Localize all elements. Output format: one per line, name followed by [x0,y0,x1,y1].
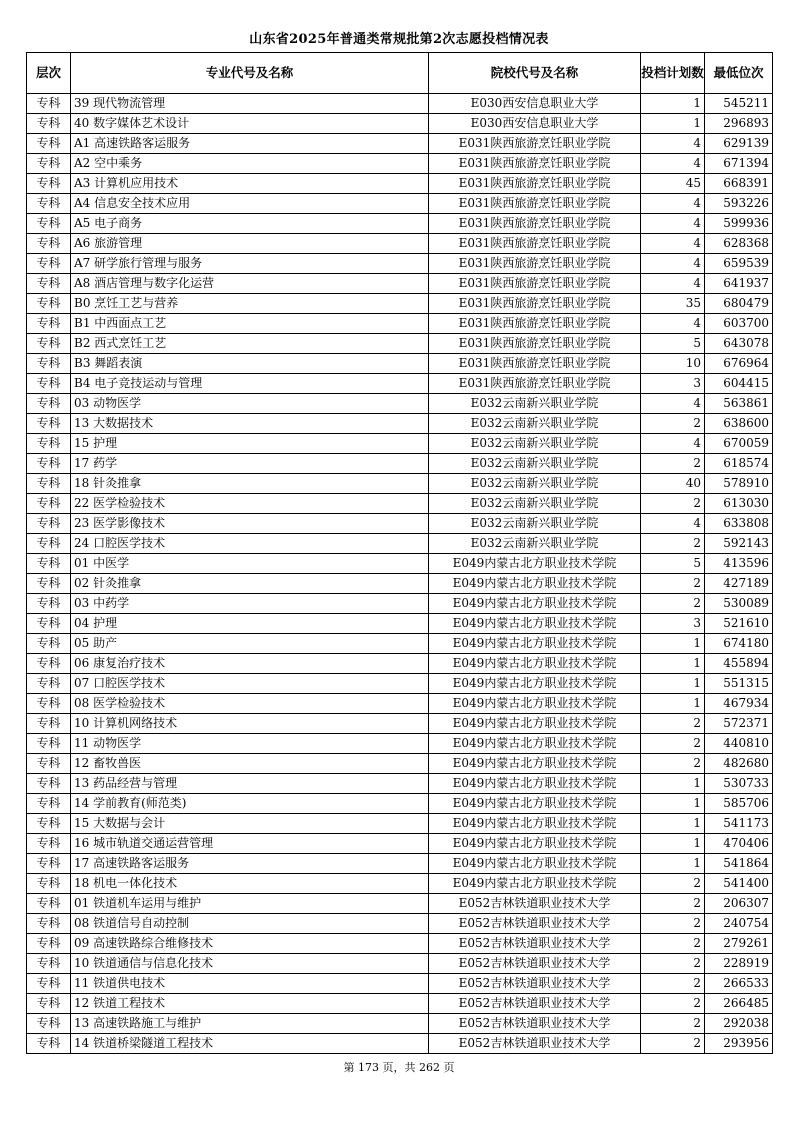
level-cell: 专科 [27,434,71,454]
table-row [27,394,773,414]
table-row [27,994,773,1014]
table-row [27,314,773,334]
rank-cell: 266485 [705,994,773,1014]
table-row [27,174,773,194]
school-cell: E031陕西旅游烹饪职业学院 [429,294,641,314]
page-title: 山东省2025年普通类常规批第2次志愿投档情况表 [249,32,549,47]
major-cell: 18 机电一体化技术 [71,874,429,894]
school-cell: E030西安信息职业大学 [429,94,641,114]
major-cell: A8 酒店管理与数字化运营 [71,274,429,294]
level-cell: 专科 [27,1034,71,1054]
level-cell: 专科 [27,474,71,494]
school-cell: E049内蒙古北方职业技术学院 [429,554,641,574]
school-cell: E049内蒙古北方职业技术学院 [429,834,641,854]
rank-cell: 638600 [705,414,773,434]
rank-cell: 279261 [705,934,773,954]
plan-cell: 1 [641,794,705,814]
school-cell: E052吉林铁道职业技术大学 [429,934,641,954]
table-row [27,774,773,794]
rank-cell: 266533 [705,974,773,994]
table-row [27,934,773,954]
major-cell: A3 计算机应用技术 [71,174,429,194]
plan-cell: 2 [641,594,705,614]
major-cell: 08 铁道信号自动控制 [71,914,429,934]
rank-cell: 633808 [705,514,773,534]
plan-cell: 2 [641,414,705,434]
school-cell: E049内蒙古北方职业技术学院 [429,694,641,714]
school-cell: E031陕西旅游烹饪职业学院 [429,234,641,254]
level-cell: 专科 [27,714,71,734]
school-cell: E032云南新兴职业学院 [429,474,641,494]
plan-cell: 4 [641,234,705,254]
header-plan: 投档计划数 [641,53,705,94]
major-cell: 06 康复治疗技术 [71,654,429,674]
major-cell: 09 高速铁路综合维修技术 [71,934,429,954]
school-cell: E049内蒙古北方职业技术学院 [429,734,641,754]
school-cell: E049内蒙古北方职业技术学院 [429,774,641,794]
major-cell: B4 电子竞技运动与管理 [71,374,429,394]
table-row [27,794,773,814]
level-cell: 专科 [27,414,71,434]
school-cell: E049内蒙古北方职业技术学院 [429,574,641,594]
table-row [27,594,773,614]
rank-cell: 604415 [705,374,773,394]
table-row [27,874,773,894]
major-cell: 01 中医学 [71,554,429,574]
admission-table [26,52,773,1054]
table-row [27,554,773,574]
level-cell: 专科 [27,774,71,794]
level-cell: 专科 [27,354,71,374]
major-cell: A4 信息安全技术应用 [71,194,429,214]
table-row [27,234,773,254]
major-cell: 15 大数据与会计 [71,814,429,834]
rank-cell: 671394 [705,154,773,174]
level-cell: 专科 [27,694,71,714]
level-cell: 专科 [27,274,71,294]
plan-cell: 2 [641,714,705,734]
level-cell: 专科 [27,914,71,934]
plan-cell: 3 [641,374,705,394]
table-row [27,694,773,714]
major-cell: 18 针灸推拿 [71,474,429,494]
page-footer: 第 173 页，共 262 页 [343,1061,455,1074]
school-cell: E049内蒙古北方职业技术学院 [429,854,641,874]
school-cell: E049内蒙古北方职业技术学院 [429,874,641,894]
level-cell: 专科 [27,794,71,814]
school-cell: E032云南新兴职业学院 [429,514,641,534]
school-cell: E031陕西旅游烹饪职业学院 [429,154,641,174]
major-cell: A6 旅游管理 [71,234,429,254]
level-cell: 专科 [27,154,71,174]
rank-cell: 427189 [705,574,773,594]
level-cell: 专科 [27,534,71,554]
table-row [27,974,773,994]
level-cell: 专科 [27,934,71,954]
school-cell: E031陕西旅游烹饪职业学院 [429,194,641,214]
table-row [27,434,773,454]
table-row [27,614,773,634]
major-cell: 12 铁道工程技术 [71,994,429,1014]
plan-cell: 1 [641,834,705,854]
table-row [27,734,773,754]
school-cell: E031陕西旅游烹饪职业学院 [429,334,641,354]
plan-cell: 2 [641,454,705,474]
level-cell: 专科 [27,994,71,1014]
major-cell: 24 口腔医学技术 [71,534,429,554]
plan-cell: 1 [641,854,705,874]
rank-cell: 206307 [705,894,773,914]
major-cell: 17 高速铁路客运服务 [71,854,429,874]
school-cell: E031陕西旅游烹饪职业学院 [429,314,641,334]
level-cell: 专科 [27,334,71,354]
plan-cell: 2 [641,574,705,594]
school-cell: E031陕西旅游烹饪职业学院 [429,134,641,154]
rank-cell: 482680 [705,754,773,774]
table-row [27,374,773,394]
school-cell: E049内蒙古北方职业技术学院 [429,814,641,834]
level-cell: 专科 [27,214,71,234]
school-cell: E032云南新兴职业学院 [429,414,641,434]
table-row [27,94,773,114]
major-cell: 15 护理 [71,434,429,454]
level-cell: 专科 [27,1014,71,1034]
level-cell: 专科 [27,554,71,574]
major-cell: 03 中药学 [71,594,429,614]
plan-cell: 2 [641,1014,705,1034]
table-row [27,354,773,374]
level-cell: 专科 [27,574,71,594]
rank-cell: 563861 [705,394,773,414]
plan-cell: 2 [641,1034,705,1054]
school-cell: E049内蒙古北方职业技术学院 [429,794,641,814]
rank-cell: 296893 [705,114,773,134]
major-cell: B1 中西面点工艺 [71,314,429,334]
level-cell: 专科 [27,494,71,514]
major-cell: 14 铁道桥梁隧道工程技术 [71,1034,429,1054]
rank-cell: 629139 [705,134,773,154]
major-cell: 13 高速铁路施工与维护 [71,1014,429,1034]
table-row [27,134,773,154]
table-row [27,754,773,774]
rank-cell: 551315 [705,674,773,694]
plan-cell: 5 [641,554,705,574]
plan-cell: 4 [641,314,705,334]
table-row [27,494,773,514]
table-row [27,654,773,674]
school-cell: E032云南新兴职业学院 [429,494,641,514]
rank-cell: 228919 [705,954,773,974]
major-cell: B3 舞蹈表演 [71,354,429,374]
plan-cell: 35 [641,294,705,314]
school-cell: E031陕西旅游烹饪职业学院 [429,174,641,194]
plan-cell: 2 [641,754,705,774]
plan-cell: 4 [641,134,705,154]
table-row [27,514,773,534]
plan-cell: 2 [641,954,705,974]
header-level: 层次 [27,53,71,94]
rank-cell: 599936 [705,214,773,234]
major-cell: 12 畜牧兽医 [71,754,429,774]
rank-cell: 618574 [705,454,773,474]
rank-cell: 530089 [705,594,773,614]
table-row [27,274,773,294]
rank-cell: 668391 [705,174,773,194]
table-row [27,894,773,914]
rank-cell: 413596 [705,554,773,574]
level-cell: 专科 [27,254,71,274]
level-cell: 专科 [27,614,71,634]
table-row [27,534,773,554]
rank-cell: 592143 [705,534,773,554]
school-cell: E032云南新兴职业学院 [429,534,641,554]
plan-cell: 40 [641,474,705,494]
school-cell: E032云南新兴职业学院 [429,454,641,474]
rank-cell: 676964 [705,354,773,374]
school-cell: E049内蒙古北方职业技术学院 [429,634,641,654]
rank-cell: 293956 [705,1034,773,1054]
plan-cell: 4 [641,154,705,174]
plan-cell: 2 [641,974,705,994]
rank-cell: 680479 [705,294,773,314]
table-row [27,254,773,274]
plan-cell: 5 [641,334,705,354]
level-cell: 专科 [27,754,71,774]
plan-cell: 2 [641,534,705,554]
school-cell: E031陕西旅游烹饪职业学院 [429,254,641,274]
school-cell: E031陕西旅游烹饪职业学院 [429,274,641,294]
major-cell: 13 大数据技术 [71,414,429,434]
plan-cell: 4 [641,214,705,234]
school-cell: E052吉林铁道职业技术大学 [429,1034,641,1054]
plan-cell: 1 [641,94,705,114]
major-cell: B0 烹饪工艺与营养 [71,294,429,314]
major-cell: 22 医学检验技术 [71,494,429,514]
plan-cell: 1 [641,114,705,134]
plan-cell: 1 [641,694,705,714]
major-cell: B2 西式烹饪工艺 [71,334,429,354]
table-row [27,154,773,174]
rank-cell: 572371 [705,714,773,734]
major-cell: 11 动物医学 [71,734,429,754]
major-cell: 07 口腔医学技术 [71,674,429,694]
major-cell: 01 铁道机车运用与维护 [71,894,429,914]
school-cell: E031陕西旅游烹饪职业学院 [429,354,641,374]
table-row [27,214,773,234]
table-body [27,94,773,1054]
rank-cell: 541864 [705,854,773,874]
plan-cell: 3 [641,614,705,634]
school-cell: E049内蒙古北方职业技术学院 [429,714,641,734]
major-cell: 16 城市轨道交通运营管理 [71,834,429,854]
major-cell: 05 助产 [71,634,429,654]
table-row [27,954,773,974]
plan-cell: 4 [641,514,705,534]
rank-cell: 578910 [705,474,773,494]
school-cell: E049内蒙古北方职业技术学院 [429,674,641,694]
rank-cell: 545211 [705,94,773,114]
school-cell: E052吉林铁道职业技术大学 [429,1014,641,1034]
level-cell: 专科 [27,454,71,474]
table-row [27,674,773,694]
major-cell: 03 动物医学 [71,394,429,414]
rank-cell: 521610 [705,614,773,634]
school-cell: E032云南新兴职业学院 [429,394,641,414]
major-cell: 23 医学影像技术 [71,514,429,534]
plan-cell: 2 [641,734,705,754]
table-row [27,334,773,354]
table-row [27,574,773,594]
table-row [27,834,773,854]
level-cell: 专科 [27,734,71,754]
table-row [27,1034,773,1054]
rank-cell: 455894 [705,654,773,674]
rank-cell: 641937 [705,274,773,294]
major-cell: 13 药品经营与管理 [71,774,429,794]
plan-cell: 4 [641,254,705,274]
level-cell: 专科 [27,854,71,874]
level-cell: 专科 [27,374,71,394]
major-cell: 17 药学 [71,454,429,474]
school-cell: E049内蒙古北方职业技术学院 [429,594,641,614]
table-row [27,454,773,474]
header-rank: 最低位次 [705,53,773,94]
major-cell: 04 护理 [71,614,429,634]
rank-cell: 659539 [705,254,773,274]
school-cell: E031陕西旅游烹饪职业学院 [429,374,641,394]
table-row [27,414,773,434]
school-cell: E030西安信息职业大学 [429,114,641,134]
level-cell: 专科 [27,654,71,674]
plan-cell: 10 [641,354,705,374]
table-row [27,194,773,214]
table-row [27,114,773,134]
rank-cell: 541400 [705,874,773,894]
level-cell: 专科 [27,834,71,854]
table-row [27,1014,773,1034]
level-cell: 专科 [27,594,71,614]
plan-cell: 1 [641,774,705,794]
level-cell: 专科 [27,134,71,154]
level-cell: 专科 [27,294,71,314]
level-cell: 专科 [27,314,71,334]
major-cell: A1 高速铁路客运服务 [71,134,429,154]
header-school: 院校代号及名称 [429,53,641,94]
major-cell: 39 现代物流管理 [71,94,429,114]
rank-cell: 593226 [705,194,773,214]
school-cell: E031陕西旅游烹饪职业学院 [429,214,641,234]
header-major: 专业代号及名称 [71,53,429,94]
school-cell: E052吉林铁道职业技术大学 [429,974,641,994]
school-cell: E052吉林铁道职业技术大学 [429,914,641,934]
school-cell: E052吉林铁道职业技术大学 [429,954,641,974]
major-cell: 10 计算机网络技术 [71,714,429,734]
table-row [27,474,773,494]
major-cell: A5 电子商务 [71,214,429,234]
rank-cell: 585706 [705,794,773,814]
table-row [27,814,773,834]
school-cell: E049内蒙古北方职业技术学院 [429,754,641,774]
rank-cell: 613030 [705,494,773,514]
level-cell: 专科 [27,194,71,214]
table-row [27,914,773,934]
plan-cell: 1 [641,654,705,674]
table-header-row [27,53,773,94]
level-cell: 专科 [27,814,71,834]
plan-cell: 1 [641,674,705,694]
plan-cell: 2 [641,894,705,914]
plan-cell: 2 [641,994,705,1014]
major-cell: 10 铁道通信与信息化技术 [71,954,429,974]
level-cell: 专科 [27,634,71,654]
plan-cell: 4 [641,194,705,214]
major-cell: 14 学前教育(师范类) [71,794,429,814]
major-cell: 40 数字媒体艺术设计 [71,114,429,134]
level-cell: 专科 [27,94,71,114]
rank-cell: 628368 [705,234,773,254]
rank-cell: 541173 [705,814,773,834]
rank-cell: 292038 [705,1014,773,1034]
rank-cell: 670059 [705,434,773,454]
school-cell: E052吉林铁道职业技术大学 [429,994,641,1014]
level-cell: 专科 [27,894,71,914]
plan-cell: 45 [641,174,705,194]
major-cell: A2 空中乘务 [71,154,429,174]
rank-cell: 674180 [705,634,773,654]
level-cell: 专科 [27,394,71,414]
table-row [27,634,773,654]
level-cell: 专科 [27,874,71,894]
rank-cell: 467934 [705,694,773,714]
major-cell: A7 研学旅行管理与服务 [71,254,429,274]
plan-cell: 2 [641,914,705,934]
table-row [27,714,773,734]
school-cell: E049内蒙古北方职业技术学院 [429,654,641,674]
level-cell: 专科 [27,114,71,134]
plan-cell: 4 [641,394,705,414]
level-cell: 专科 [27,514,71,534]
plan-cell: 4 [641,274,705,294]
level-cell: 专科 [27,974,71,994]
plan-cell: 1 [641,634,705,654]
plan-cell: 4 [641,434,705,454]
level-cell: 专科 [27,174,71,194]
school-cell: E052吉林铁道职业技术大学 [429,894,641,914]
level-cell: 专科 [27,674,71,694]
plan-cell: 2 [641,494,705,514]
table-row [27,294,773,314]
rank-cell: 440810 [705,734,773,754]
major-cell: 02 针灸推拿 [71,574,429,594]
level-cell: 专科 [27,234,71,254]
major-cell: 11 铁道供电技术 [71,974,429,994]
plan-cell: 2 [641,934,705,954]
rank-cell: 643078 [705,334,773,354]
plan-cell: 1 [641,814,705,834]
rank-cell: 603700 [705,314,773,334]
major-cell: 08 医学检验技术 [71,694,429,714]
rank-cell: 530733 [705,774,773,794]
rank-cell: 240754 [705,914,773,934]
table-row [27,854,773,874]
rank-cell: 470406 [705,834,773,854]
level-cell: 专科 [27,954,71,974]
plan-cell: 2 [641,874,705,894]
school-cell: E049内蒙古北方职业技术学院 [429,614,641,634]
school-cell: E032云南新兴职业学院 [429,434,641,454]
